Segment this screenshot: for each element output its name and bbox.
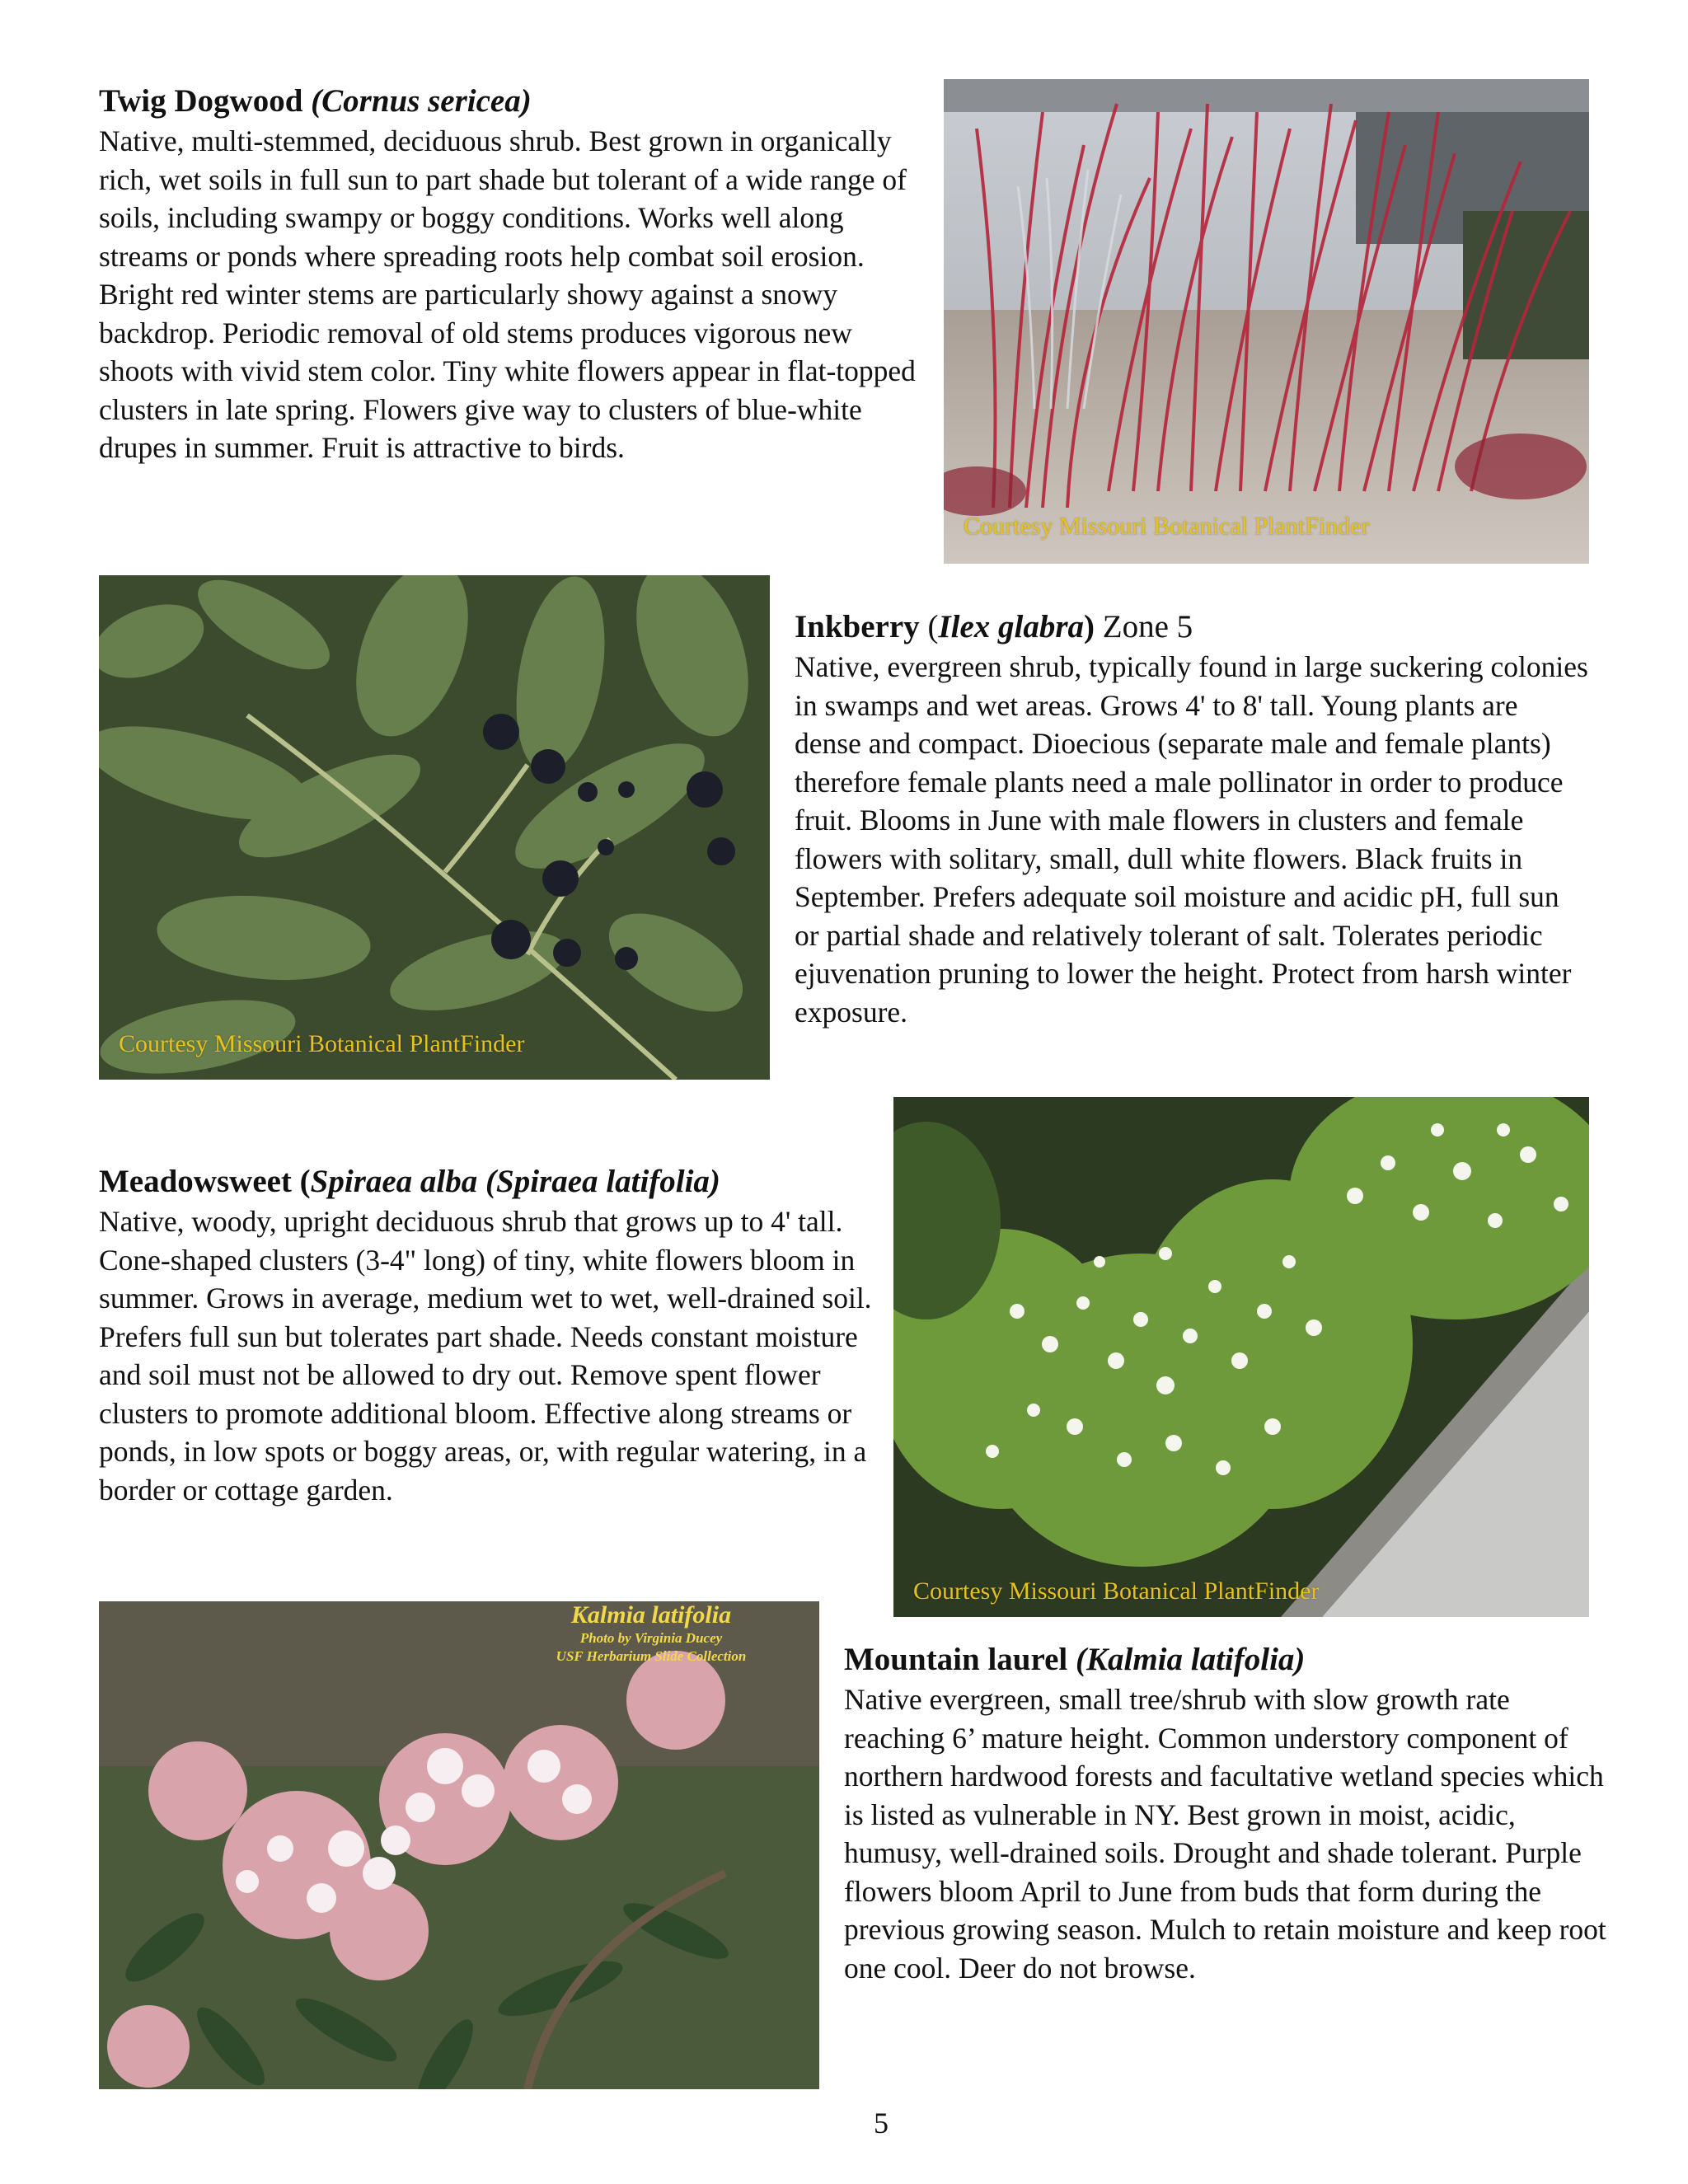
inkberry-section <box>795 608 1589 1031</box>
twig-dogwood-photo <box>944 79 1589 564</box>
inkberry-heading: Inkberry (Ilex glabra) Zone 5 <box>795 609 1193 644</box>
page-number: 5 <box>874 2107 889 2139</box>
mountain-laurel-heading <box>844 1641 1611 1679</box>
inkberry-photo-credit: Courtesy Missouri Botanical PlantFinder <box>119 1030 525 1057</box>
latin-name: Ilex glabra <box>938 609 1085 644</box>
caption-species: Kalmia latifolia <box>570 1601 732 1629</box>
meadowsweet-description: Native, woody, upright deciduous shrub that grows up to 4' tall. Cone-shaped clusters (3-4" long) of tiny, white flowers bloom in summer. Grows in average, medium wet to wet, well-drained soil. Prefers full sun but tolerates part shade. Needs constant moisture and soil must not be allowed to dry out. Remove spent flower clusters to promote additional bloom. Effective along streams or ponds, in low spots or boggy areas, or, with regular watering, in a border or cottage garden. <box>99 1205 872 1507</box>
twig-dogwood-heading <box>99 82 931 120</box>
caption-photographer: Photo by Virginia Ducey <box>579 1630 723 1646</box>
latin-name: (Kalmia latifolia) <box>1075 1642 1306 1677</box>
meadowsweet-photo <box>893 1097 1589 1617</box>
common-name: Twig Dogwood <box>99 83 303 119</box>
twig-dogwood-description: Native, multi-stemmed, deciduous shrub. Best grown in organically rich, wet soils in full sun to part shade but tolerant of a wide range of soils, including swampy or boggy conditions. Works well along streams or ponds where spreading roots help combat soil erosion. Bright red winter stems are particularly showy against a snowy backdrop. Periodic removal of old stems produces vigorous new shoots with vivid stem color. Tiny white flowers appear in flat-topped clusters in late spring. Flowers give way to clusters of blue-white drupes in summer. Fruit is attractive to birds. <box>99 124 916 464</box>
inkberry-photo <box>99 575 770 1080</box>
twig-dogwood-section <box>99 82 931 467</box>
common-name: Mountain laurel <box>844 1642 1068 1677</box>
meadowsweet-heading <box>99 1163 874 1201</box>
hardiness-zone: Zone 5 <box>1102 609 1193 644</box>
mountain-laurel-photo-caption <box>528 1601 775 1666</box>
meadowsweet-section <box>99 1163 874 1509</box>
mountain-laurel-description: Native evergreen, small tree/shrub with slow growth rate reaching 6’ mature height. Common understory component of northern hardwood forests and facultative wetland species which is listed as vulnerable in NY. Best grown in moist, acidic, humusy, well-drained soils. Drought and shade tolerant. Purple flowers bloom April to June from buds that form during the previous growing season. Mulch to retain moisture and keep root one cool. Deer do not browse. <box>844 1683 1606 1985</box>
common-name: Meadowsweet ( <box>99 1164 311 1199</box>
meadowsweet-photo-credit: Courtesy Missouri Botanical PlantFinder <box>913 1577 1320 1605</box>
latin-name: Spiraea alba (Spiraea latifolia) <box>310 1164 720 1199</box>
latin-name: (Cornus sericea) <box>311 83 532 119</box>
mountain-laurel-photo <box>99 1601 819 2089</box>
inkberry-description: Native, evergreen shrub, typically found in large suckering colonies in swamps and wet areas. Grows 4' to 8' tall. Young plants are dense and compact. Dioecious (separate male and female plants) therefore female plants need a male pollinator in order to produce fruit. Blooms in June with male flowers in clusters and female flowers with solitary, small, dull white flowers. Black fruits in September. Prefers adequate soil moisture and acidic pH, full sun or partial shade and relatively tolerant of salt. Tolerates periodic ejuvenation pruning to lower the height. Protect from harsh winter exposure. <box>795 650 1588 1029</box>
common-name: Inkberry <box>795 609 920 644</box>
mountain-laurel-section <box>844 1641 1611 1987</box>
twig-dogwood-photo-credit: Courtesy Missouri Botanical PlantFinder <box>964 513 1370 540</box>
caption-collection: USF Herbarium Slide Collection <box>556 1648 747 1664</box>
